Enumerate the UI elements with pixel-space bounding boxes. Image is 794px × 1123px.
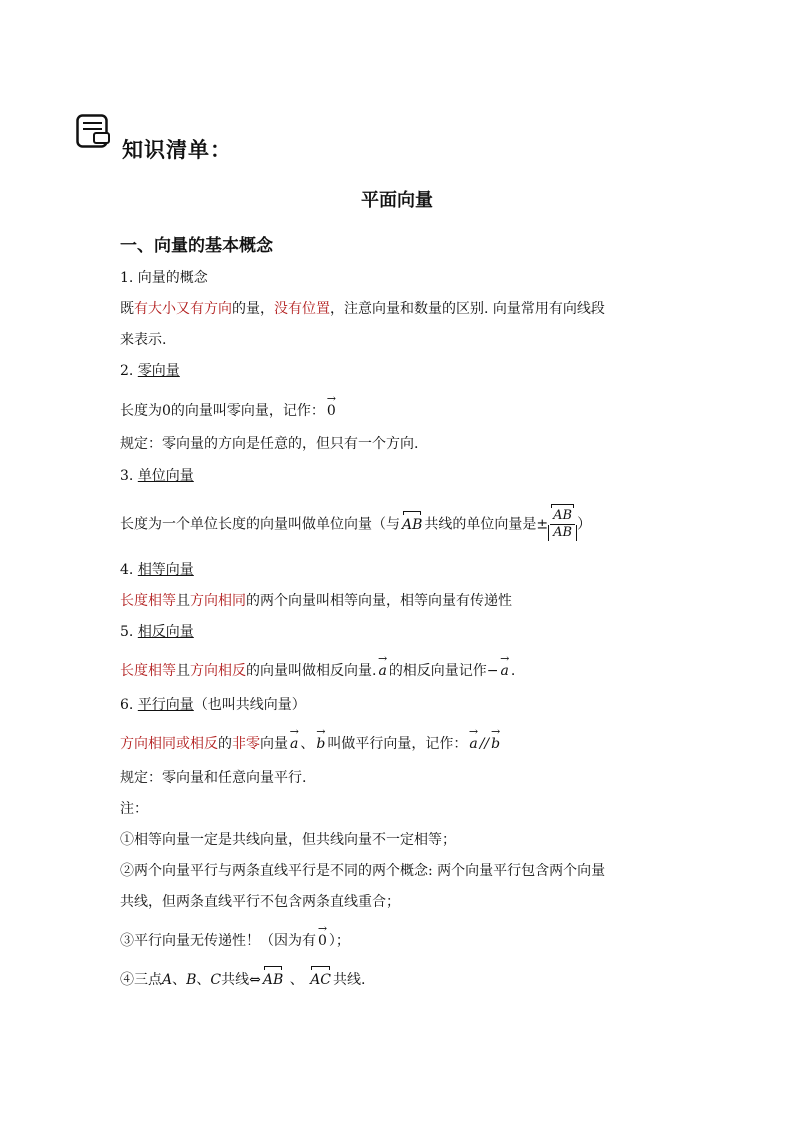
vector-ab: AB xyxy=(402,516,423,533)
section-heading: 一、向量的基本概念 xyxy=(120,236,273,256)
note-4: ④三点A、B、C共线⇔ AB 、 AC 共线. xyxy=(120,972,366,988)
note-2-line-1: ②两个向量平行与两条直线平行是不同的两个概念: 两个向量平行包含两个向量 xyxy=(120,863,606,879)
zero-vector: → 0 xyxy=(318,931,327,951)
item-5-line: 长度相等且方向相反的向量叫做相反向量.→ a 的相反向量记作−→ a . xyxy=(120,661,515,681)
item-1-line-2: 来表示. xyxy=(120,332,167,348)
page-title: 平面向量 xyxy=(361,190,433,211)
vector-b: → b xyxy=(316,734,325,754)
item-4-line: 长度相等且方向相同的两个向量叫相等向量，相等向量有传递性 xyxy=(120,593,512,609)
notes-label: 注： xyxy=(120,801,148,817)
item-5-title: 5. 相反向量 xyxy=(120,624,194,640)
vector-a: → a xyxy=(501,661,509,681)
item-2-title: 2. 零向量 xyxy=(120,363,180,379)
note-3: ③平行向量无传递性！（因为有→ 0 ）； xyxy=(120,931,350,951)
knowledge-list-heading: 知识清单： xyxy=(122,137,232,162)
item-2-line-1: 长度为0的向量叫零向量，记作：→ 0 xyxy=(120,401,338,421)
unit-vector-fraction: $\frac{AB}{AB}$ xyxy=(548,508,577,541)
vector-a: → a xyxy=(378,661,386,681)
note-2-line-2: 共线，但两条直线平行不包含两条直线重合； xyxy=(120,894,400,910)
item-6-line-1: 方向相同或相反的非零向量→ a 、→ b 叫做平行向量，记作：→ a //→ b xyxy=(120,734,502,754)
vector-b: → b xyxy=(491,734,500,754)
item-6-title: 6. 平行向量（也叫共线向量） xyxy=(120,697,306,713)
note-1: ①相等向量一定是共线向量，但共线向量不一定相等； xyxy=(120,832,456,848)
item-2-line-2: 规定：零向量的方向是任意的，但只有一个方向. xyxy=(120,436,419,452)
item-1-line-1: 既有大小又有方向的量，没有位置，注意向量和数量的区别. 向量常用有向线段 xyxy=(120,301,605,317)
zero-vector: → 0 xyxy=(327,401,336,421)
item-4-title: 4. 相等向量 xyxy=(120,562,194,578)
vector-a: → a xyxy=(290,734,298,754)
item-3-line: 长度为一个单位长度的向量叫做单位向量（与 AB 共线的单位向量是± $\frac{AB}{AB}$ ） xyxy=(120,508,592,540)
vector-ab: AB xyxy=(262,972,284,988)
notebook-icon xyxy=(76,114,110,148)
item-1-title: 1. 向量的概念 xyxy=(120,270,208,286)
vector-a: → a xyxy=(469,734,477,754)
vector-ac: AC xyxy=(310,972,332,988)
item-6-line-2: 规定：零向量和任意向量平行. xyxy=(120,770,307,786)
item-3-title: 3. 单位向量 xyxy=(120,468,194,484)
